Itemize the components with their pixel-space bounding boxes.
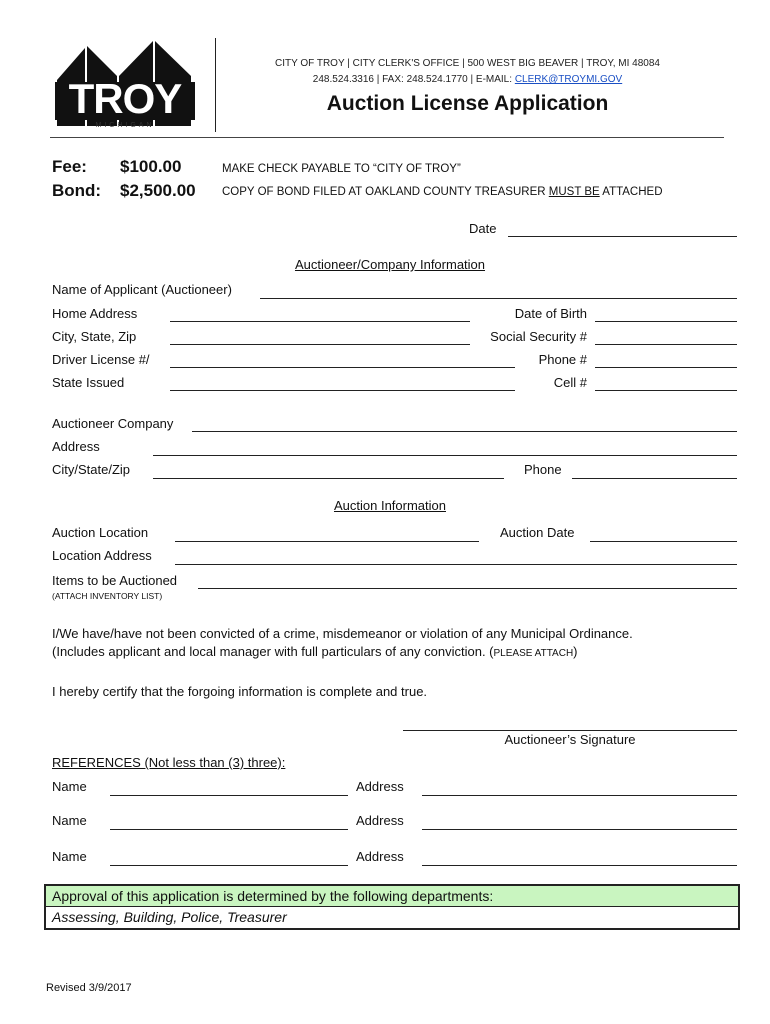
items-label: Items to be Auctioned <box>52 573 178 588</box>
company-phone-label: Phone <box>524 462 562 477</box>
reference-3-name-label: Name <box>52 849 87 864</box>
reference-3-name-field[interactable] <box>110 865 348 866</box>
cell-label: Cell # <box>553 375 587 390</box>
approval-box <box>44 884 740 930</box>
items-field[interactable] <box>198 588 737 589</box>
conviction-particulars <box>52 644 578 659</box>
reference-1-name-field[interactable] <box>110 795 348 796</box>
references-title: REFERENCES (Not less than (3) three): <box>52 755 286 770</box>
troy-logo <box>55 36 195 132</box>
reference-1-address-label: Address <box>356 779 404 794</box>
signature-field[interactable] <box>403 730 737 731</box>
applicant-name-field[interactable] <box>260 298 737 299</box>
company-field[interactable] <box>192 431 737 432</box>
approval-departments: Assessing, Building, Police, Treasurer <box>52 909 287 925</box>
header-address: CITY OF TROY | CITY CLERK'S OFFICE | 500 WEST BIG BEAVER | TROY, MI 48084 <box>274 58 660 69</box>
date-field[interactable] <box>508 236 737 237</box>
auction-location-label: Auction Location <box>52 525 149 540</box>
reference-3-address-label: Address <box>356 849 404 864</box>
bond-note-post: ATTACHED <box>602 186 663 198</box>
header-contact <box>230 74 705 85</box>
conviction-close: ) <box>573 644 578 659</box>
city-state-zip-label: City, State, Zip <box>52 329 137 344</box>
logo-divider <box>215 38 216 132</box>
ssn-field[interactable] <box>595 344 737 345</box>
fee-label: Fee: <box>52 157 87 176</box>
company-city-label: City/State/Zip <box>52 462 131 477</box>
home-address-label: Home Address <box>52 306 138 321</box>
company-label: Auctioneer Company <box>52 416 174 431</box>
reference-2-address-label: Address <box>356 813 404 828</box>
state-issued-field[interactable] <box>170 390 515 391</box>
logo-text: TROY <box>68 75 182 122</box>
city-state-zip-field[interactable] <box>170 344 470 345</box>
bond-label: Bond: <box>52 181 102 200</box>
cell-field[interactable] <box>595 390 737 391</box>
please-attach: PLEASE ATTACH <box>493 648 574 659</box>
company-city-field[interactable] <box>153 478 504 479</box>
reference-1-address-field[interactable] <box>422 795 737 796</box>
auction-location-field[interactable] <box>175 541 479 542</box>
auctioneer-section-title: Auctioneer/Company Information <box>294 257 486 272</box>
company-address-label: Address <box>52 439 100 454</box>
phone-field[interactable] <box>595 367 737 368</box>
signature-label: Auctioneer’s Signature <box>504 732 636 747</box>
reference-2-name-label: Name <box>52 813 87 828</box>
auction-date-label: Auction Date <box>500 525 575 540</box>
conviction-statement: I/We have/have not been convicted of a crime, misdemeanor or violation of any Municipal Ordinance. <box>52 626 633 641</box>
approval-header: Approval of this application is determined by the following departments: <box>46 886 738 907</box>
date-label: Date <box>469 221 497 236</box>
reference-3-address-field[interactable] <box>422 865 737 866</box>
fee-value: $100.00 <box>120 157 182 176</box>
conviction-particulars-text: (Includes applicant and local manager with full particulars of any conviction. ( <box>52 644 494 659</box>
bond-note <box>222 186 663 198</box>
company-address-field[interactable] <box>153 455 737 456</box>
driver-license-label: Driver License #/ <box>52 352 150 367</box>
auction-section-title: Auction Information <box>333 498 446 513</box>
state-issued-label: State Issued <box>52 375 125 390</box>
driver-license-field[interactable] <box>170 367 515 368</box>
bond-note-must: MUST BE <box>548 186 600 198</box>
applicant-name-label: Name of Applicant (Auctioneer) <box>52 282 232 297</box>
reference-2-name-field[interactable] <box>110 829 348 830</box>
location-address-label: Location Address <box>52 548 152 563</box>
check-note: MAKE CHECK PAYABLE TO “CITY OF TROY” <box>222 163 461 175</box>
logo-subtext: MICHIGAN <box>95 122 155 129</box>
header-rule <box>50 137 724 138</box>
attach-inventory-note: (ATTACH INVENTORY LIST) <box>52 591 163 601</box>
home-address-field[interactable] <box>170 321 470 322</box>
location-address-field[interactable] <box>175 564 737 565</box>
certify-statement: I hereby certify that the forgoing information is complete and true. <box>52 684 428 699</box>
phone-label: Phone # <box>538 352 587 367</box>
bond-note-pre: COPY OF BOND FILED AT OAKLAND COUNTY TREASURER <box>222 186 546 198</box>
dob-field[interactable] <box>595 321 737 322</box>
reference-1-name-label: Name <box>52 779 87 794</box>
ssn-label: Social Security # <box>490 329 587 344</box>
revised-date: Revised 3/9/2017 <box>46 982 132 994</box>
email-link[interactable]: CLERK@TROYMI.GOV <box>514 74 623 85</box>
header-phone-fax: 248.524.3316 | FAX: 248.524.1770 | E-MAIL: <box>312 74 513 85</box>
bond-value: $2,500.00 <box>120 181 196 200</box>
dob-label: Date of Birth <box>514 306 587 321</box>
auction-date-field[interactable] <box>590 541 737 542</box>
reference-2-address-field[interactable] <box>422 829 737 830</box>
company-phone-field[interactable] <box>572 478 737 479</box>
page-title: Auction License Application <box>326 92 609 115</box>
